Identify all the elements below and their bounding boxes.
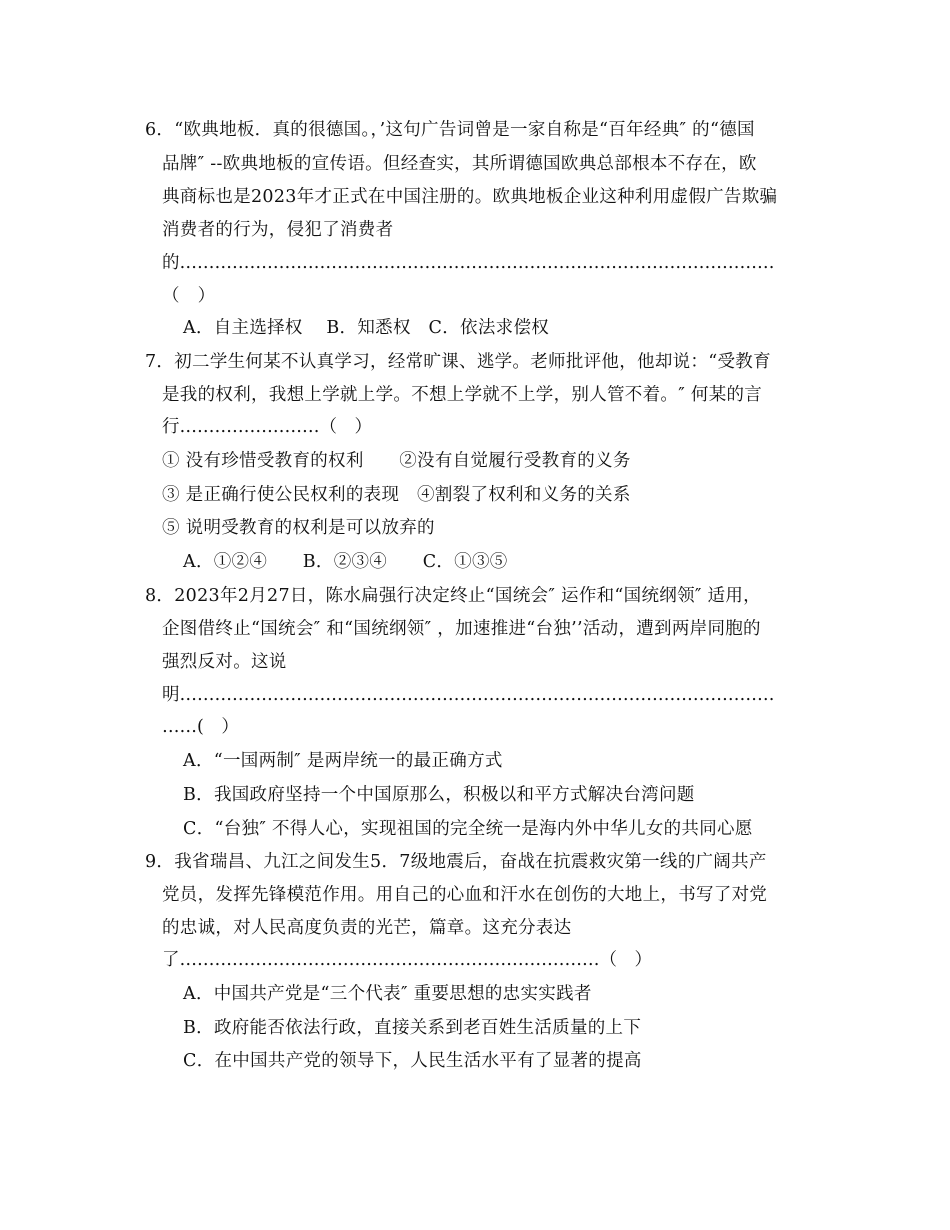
q7-options: A．①②④ B．②③④ C．①③⑤ xyxy=(183,552,508,572)
q8-option-c: C．“台独″ 不得人心，实现祖国的完全统一是海内外中华儿女的共同心愿 xyxy=(183,819,753,839)
q8-option-b: B．我国政府坚持一个中国原那么，积极以和平方式解决台湾问题 xyxy=(183,785,695,805)
q6-line-4: 消费者的行为，侵犯了消费者 xyxy=(162,220,394,240)
q9-line-4: 了………………………………………………………………（ ） xyxy=(162,950,652,970)
q6-answer-blank: （ ） xyxy=(162,286,216,306)
q6-options: A．自主选择权 B．知悉权 C．依法求偿权 xyxy=(183,318,550,338)
q9-option-c: C．在中国共产党的领导下，人民生活水平有了显著的提高 xyxy=(183,1051,642,1071)
q6-line-1: 6．“欧典地板．真的很德国。，’这句广告词曾是一家自称是“百年经典″ 的“德国 xyxy=(145,120,755,140)
q8-option-a: A．“一国两制″ 是两岸统一的最正确方式 xyxy=(183,751,503,771)
q7-item-2: ③ 是正确行使公民权利的表现 ④割裂了权利和义务的关系 xyxy=(162,485,631,505)
q7-item-1: ① 没有珍惜受教育的权利 ②没有自觉履行受教育的义务 xyxy=(162,451,631,471)
q6-line-2: 品牌″ --欧典地板的宣传语。但经查实，其所谓德国欧典总部根本不存在，欧 xyxy=(162,154,757,174)
q7-line-1: 7．初二学生何某不认真学习，经常旷课、逃学。老师批评他，他却说：“受教育 xyxy=(145,352,771,372)
q9-option-a: A．中国共产党是“三个代表″ 重要思想的忠实实践者 xyxy=(183,984,592,1004)
q7-line-2: 是我的权利，我想上学就上学。不想上学就不上学，别人管不着。″ 何某的言 xyxy=(162,385,763,405)
q6-line-3: 典商标也是2023年才正式在中国注册的。欧典地板企业这种利用虚假广告欺骗 xyxy=(162,187,778,207)
q8-line-2: 企图借终止“国统会″ 和“国统纲领″ ，加速推进“台独’’活动，遭到两岸同胞的 xyxy=(162,619,761,639)
q8-line-4: 明………………………………………………………………………………………… xyxy=(162,685,775,705)
q7-line-3: 行……………………（ ） xyxy=(162,417,372,437)
q9-line-3: 的忠诚，对人民高度负责的光芒，篇章。这充分表达 xyxy=(162,918,572,938)
q8-line-3: 强烈反对。这说 xyxy=(162,652,287,672)
q6-line-5: 的………………………………………………………………………………………… xyxy=(162,253,775,273)
q9-option-b: B．政府能否依法行政，直接关系到老百姓生活质量的上下 xyxy=(183,1018,642,1038)
q8-answer-blank: ……( ） xyxy=(162,717,239,737)
q9-line-2: 党员，发挥先锋模范作用。用自己的心血和汗水在创伤的大地上，书写了对党 xyxy=(162,885,768,905)
q9-line-1: 9．我省瑞昌、九江之间发生5．7级地震后，奋战在抗震救灾第一线的广阔共产 xyxy=(145,852,767,872)
q8-line-1: 8．2023年2月27日，陈水扁强行决定终止“国统会″ 运作和“国统纲领″ 适用， xyxy=(145,586,761,606)
q7-item-3: ⑤ 说明受教育的权利是可以放弃的 xyxy=(162,518,435,538)
